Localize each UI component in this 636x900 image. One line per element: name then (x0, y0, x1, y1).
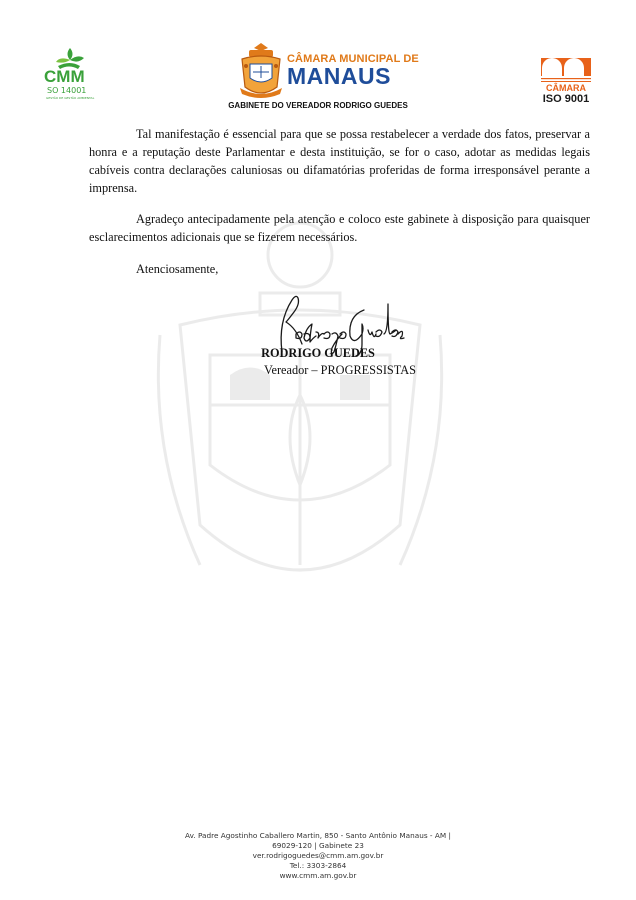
svg-text:CÂMARA: CÂMARA (546, 83, 586, 93)
footer-zip-office: 69029-120 | Gabinete 23 (272, 841, 364, 850)
paragraph-1-text: Tal manifestação é essencial para que se possa restabelecer a verdade dos fatos, preservar a honra e a reputação deste Parlamentar e desta instituição, se for o caso, adotar as medidas legais cabíveis contra declarações caluniosas ou difamatórias proferidas de forma irresponsável perante a imprensa. (89, 127, 590, 195)
footer-email: ver.rodrigoguedes@cmm.am.gov.br (252, 851, 384, 860)
office-title: GABINETE DO VEREADOR RODRIGO GUEDES (228, 101, 408, 110)
signatory-role: Vereador – PROGRESSISTAS (263, 363, 417, 377)
svg-text:SO 14001: SO 14001 (47, 86, 87, 95)
signatory-name: RODRIGO GUEDES (261, 346, 375, 360)
camara-name-line1: CÂMARA MUNICIPAL DE (287, 53, 419, 65)
svg-text:GESTÃO DE GESTÃO AMBIENTAL: GESTÃO DE GESTÃO AMBIENTAL (46, 96, 95, 100)
camara-name (287, 53, 419, 88)
footer-phone: Tel.: 3303-2864 (289, 861, 347, 870)
iso-14001-logo (40, 44, 96, 100)
salutation: Atenciosamente, (136, 262, 219, 276)
svg-text:CMM: CMM (44, 67, 85, 86)
footer-contact (0, 831, 636, 881)
camara-name-line2: MANAUS (287, 63, 391, 89)
svg-text:ISO 9001: ISO 9001 (542, 93, 590, 104)
paragraph-2 (89, 210, 590, 246)
camara-crest-icon (238, 42, 284, 100)
paragraph-2-text: Agradeço antecipadamente pela atenção e coloco este gabinete à disposição para quaisquer esclarecimentos adicionais que se fizerem necessários. (89, 212, 590, 244)
footer-website: www.cmm.am.gov.br (279, 871, 357, 880)
paragraph-1 (89, 125, 590, 197)
footer-address: Av. Padre Agostinho Caballero Martin, 850 - Santo Antônio Manaus - AM | (185, 831, 451, 840)
iso-9001-logo (538, 50, 594, 104)
